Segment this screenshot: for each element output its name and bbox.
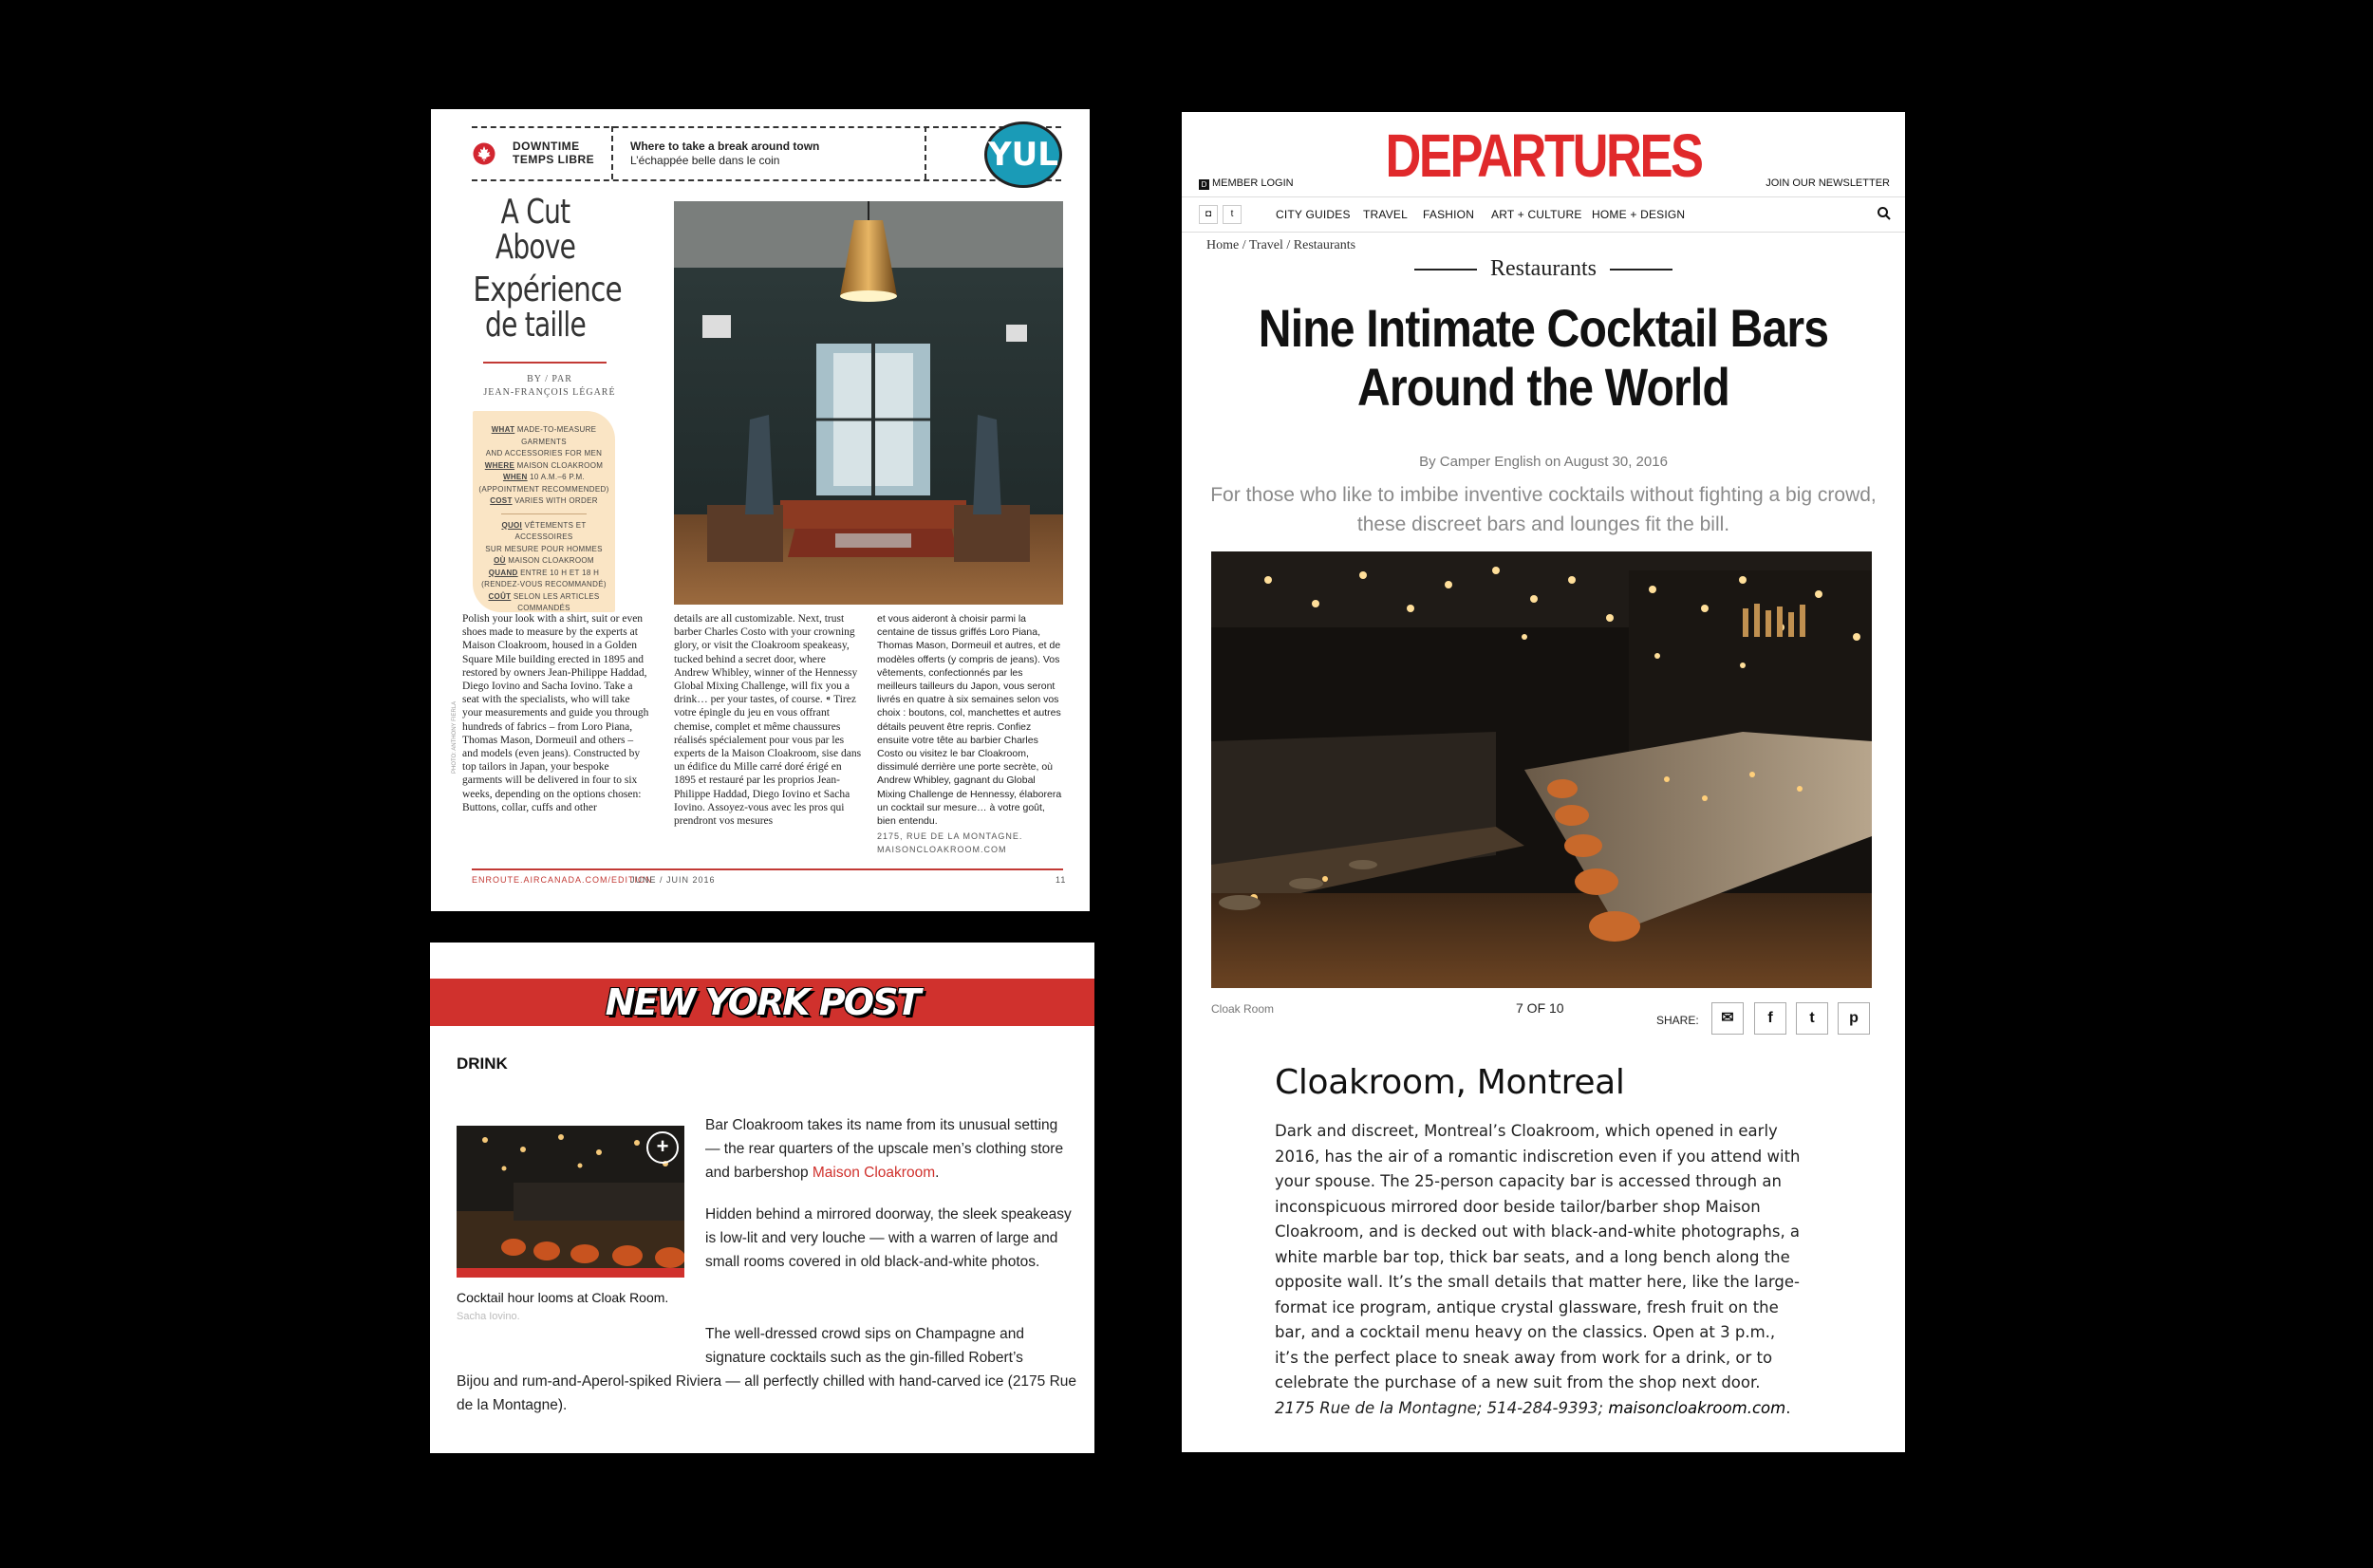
info-value: AND ACCESSORIES FOR MEN	[485, 449, 603, 457]
info-line	[473, 424, 615, 448]
photo-credit: Sacha Iovino.	[457, 1311, 520, 1322]
photo-caption: Cocktail hour looms at Cloak Room.	[457, 1290, 669, 1305]
slide-caption: Cloak Room	[1211, 1002, 1275, 1016]
venue-heading: Cloakroom, Montreal	[1275, 1063, 1625, 1102]
section-en: DOWNTIME	[513, 140, 580, 153]
info-value: (RENDEZ-VOUS RECOMMANDÉ)	[481, 580, 607, 588]
search-icon[interactable]	[1877, 206, 1892, 221]
info-value: MAISON CLOAKROOM	[514, 460, 604, 470]
info-line	[473, 555, 615, 568]
section-tagline	[630, 140, 819, 168]
footer-site: ENROUTE.AIRCANADA.COM/EDITION	[472, 875, 653, 885]
slide-counter: 7 OF 10	[1516, 1000, 1564, 1016]
info-key: OÙ	[494, 556, 506, 565]
paragraph-3-end: Bijou and rum-and-Aperol-spiked Riviera — all perfectly chilled with hand-carved ice (2175 Rue de la Montagne).	[457, 1373, 1077, 1413]
body-column-2: details are all customizable. Next, trust barber Charles Costo with your crowning glory, or visit the Cloakroom speakeasy, tucked behind a secret door, where Andrew Whibley, winner of the Hennessy Global Mixing Challenge, will fix you a drink… per your tastes, of course. ⁌ Tirez votre épingle du jeu en vous offrant chemise, complet et même chaussures réalisés spécialement pour vous par les experts de la Maison Cloakroom, sise dans un édifice du Mille carré doré érigé en 1895 et restauré par les proprios Jean-Philippe Haddad, Diego Iovino et Sacha Iovino. Assoyez-vous avec les pros qui prendront vos mesures	[674, 613, 862, 828]
member-icon: D	[1199, 179, 1209, 190]
byline: By Camper English on August 30, 2016	[1419, 454, 1668, 470]
info-line	[473, 520, 615, 544]
footer-date: JUNE / JUIN 2016	[630, 875, 716, 885]
yul-badge: YUL	[984, 121, 1062, 188]
info-line	[473, 544, 615, 556]
title-rule	[483, 362, 607, 364]
article-title	[459, 193, 622, 345]
info-box	[473, 411, 615, 612]
venue-address: 2175 Rue de la Montagne; 514-284-9393;	[1275, 1398, 1609, 1417]
member-login-label: MEMBER LOGIN	[1212, 177, 1294, 189]
category-rule-right	[1610, 269, 1672, 271]
info-value: SUR MESURE POUR HOMMES	[485, 544, 603, 553]
info-key: QUOI	[501, 520, 523, 530]
info-value: SELON LES ARTICLES COMMANDÉS	[511, 591, 600, 612]
section-label[interactable]: DRINK	[457, 1055, 508, 1073]
info-line	[473, 448, 615, 460]
category-rule-left	[1414, 269, 1477, 271]
photo-credit: PHOTO: ANTHONY FIERLA	[452, 700, 458, 774]
venue-body-text: Dark and discreet, Montreal’s Cloakroom, which opened in early 2016, has the air of a romantic indiscretion even if you attend with your spouse. The 25-person capacity bar is accessed through an inconspicuous mirrored door beside tailor/barber shop Maison Cloakroom, and is decked out with black-and-white photographs, a white marble bar top, thick bar seats, and a long bench along the opposite wall. It’s the small details that matter here, like the large-format ice program, antique crystal glassware, fresh fruit on the bar, and a cocktail menu heavy on the classics. Open at 3 p.m., it’s the perfect place to sneak away from work for a drink, or to celebrate the purchase of a new suit from the shop next door.	[1275, 1122, 1801, 1391]
info-value: VARIES WITH ORDER	[512, 496, 598, 505]
info-line	[473, 495, 615, 508]
info-key: COST	[490, 496, 513, 505]
title-fr-line: Expérience	[473, 271, 622, 309]
departures-web-page	[1182, 112, 1905, 1452]
twitter-share-icon[interactable]: t	[1796, 1002, 1828, 1035]
title-line-2: Around the World	[1357, 357, 1729, 417]
header-divider	[925, 126, 926, 179]
header-bottom-rule	[472, 179, 1061, 181]
member-login-link[interactable]	[1199, 177, 1294, 190]
tagline-fr: L’échappée belle dans le coin	[630, 154, 780, 167]
title-fr-line: de taille	[485, 306, 586, 345]
website: MAISONCLOAKROOM.COM	[877, 845, 1007, 855]
nav-city-guides[interactable]: CITY GUIDES	[1276, 208, 1351, 221]
main-nav	[1182, 196, 1905, 233]
column-3-text: et vous aideront à choisir parmi la centaine de tissus griffés Loro Piana, Thomas Mason, Dormeuil et autres, et de modèles offerts (y compris de jeans). Vos vêtements, confectionnés par les meilleurs tailleurs du Japon, vous seront livrés en quatre à six semaines selon vos choix : boutons, col, manchettes et autres détails peuvent être repris. Confiez ensuite votre tête au barbier Charles Costo ou visitez le bar Cloakroom, dissimulé derrière une porte secrète, où Andrew Whibley, gagnant du Global Mixing Challenge de Hennessy, élaborera un cocktail sur mesure… à votre goût, bien entendu.	[877, 613, 1062, 828]
article-title	[1232, 299, 1854, 417]
body-column-3	[877, 612, 1065, 857]
info-key: WHERE	[484, 460, 515, 470]
facebook-share-icon[interactable]: f	[1754, 1002, 1786, 1035]
title-en-line: A Cut	[500, 193, 570, 232]
body-column-1: Polish your look with a shirt, suit or even shoes made to measure by the experts at Maison Cloakroom, housed in a Golden Square Mile building erected in 1895 and restored by owners Jean-Philippe Haddad, Diego Iovino and Sacha Iovino. Take a seat with the specialists, who will take your measurements and guide you through hundreds of fabrics – from Loro Piana, Thomas Mason, Dormeuil and others – and models (even jeans). Constructed by top tailors in Japan, your bespoke garments will be delivered in four to six weeks, depending on the options chosen: Buttons, collar, cuffs and other	[462, 613, 649, 813]
info-value: 10 A.M.–6 P.M.	[527, 473, 586, 481]
nypost-logo[interactable]: NEW YORK POST	[605, 981, 920, 1023]
info-key: WHEN	[502, 473, 528, 481]
enroute-magazine-page	[431, 109, 1090, 911]
info-value: (APPOINTMENT RECOMMENDED)	[478, 484, 609, 494]
info-key: COÛT	[488, 591, 512, 601]
info-value: MADE-TO-MEASURE GARMENTS	[514, 425, 597, 446]
article-dek: For those who like to imbibe inventive cocktails without fighting a big crowd, these discreet bars and lounges fit the bill.	[1210, 484, 1877, 535]
paragraph-2: Hidden behind a mirrored doorway, the sleek speakeasy is low-lit and very louche — with a warren of large and small rooms covered in old black-and-white photos.	[705, 1206, 1072, 1270]
info-line	[473, 568, 615, 580]
paragraph-3-start: The well-dressed crowd sips on Champagne and signature cocktails such as the gin-filled Robert’s	[705, 1326, 1025, 1366]
nav-travel[interactable]: TRAVEL	[1363, 208, 1408, 221]
venue-body-end: .	[1785, 1398, 1791, 1417]
title-line-1: Nine Intimate Cocktail Bars	[1258, 298, 1829, 358]
info-line	[473, 472, 615, 484]
info-en	[473, 424, 615, 508]
section-fr: TEMPS LIBRE	[513, 153, 595, 166]
instagram-icon[interactable]: ◘	[1199, 205, 1218, 224]
info-fr	[473, 520, 615, 615]
paragraph-1-end: .	[935, 1165, 940, 1181]
newsletter-link[interactable]: JOIN OUR NEWSLETTER	[1766, 177, 1890, 189]
tagline-en: Where to take a break around town	[630, 140, 820, 153]
category-heading	[1182, 256, 1905, 282]
info-value: VÊTEMENTS ET ACCESSOIRES	[514, 520, 587, 541]
byline-label: BY / PAR	[527, 374, 572, 384]
title-en-line: Above	[495, 228, 576, 267]
expand-photo-icon[interactable]: +	[646, 1131, 679, 1164]
venue-body	[1275, 1119, 1802, 1421]
nav-art-culture[interactable]: ART + CULTURE	[1491, 208, 1582, 221]
info-separator	[501, 513, 587, 514]
info-line	[473, 579, 615, 591]
cloakroom-interior-photo	[674, 201, 1063, 605]
info-value: MAISON CLOAKROOM	[505, 556, 594, 565]
nav-home-design[interactable]: HOME + DESIGN	[1592, 208, 1686, 221]
info-line	[473, 460, 615, 473]
category-label[interactable]: Restaurants	[1490, 256, 1597, 281]
twitter-icon[interactable]: t	[1223, 205, 1242, 224]
breadcrumb[interactable]: Home / Travel / Restaurants	[1206, 238, 1356, 252]
footer-rule	[472, 868, 1063, 870]
share-label: SHARE:	[1656, 1014, 1699, 1027]
new-york-post-article	[430, 943, 1094, 1453]
pinterest-share-icon[interactable]: p	[1838, 1002, 1870, 1035]
paragraph-1	[705, 1113, 1066, 1185]
departures-logo[interactable]: DEPARTURES	[1385, 121, 1702, 190]
paragraph-1-text: Bar Cloakroom takes its name from its unusual setting — the rear quarters of the upscale men’s clothing store and barbershop	[705, 1117, 1064, 1181]
article-photo[interactable]	[457, 1126, 684, 1278]
info-value: ENTRE 10 H ET 18 H	[517, 568, 600, 577]
byline	[459, 373, 640, 400]
section-label	[513, 140, 594, 166]
header-top-rule	[472, 126, 1061, 128]
author: JEAN-FRANÇOIS LÉGARÉ	[483, 387, 616, 398]
info-key: QUAND	[488, 568, 518, 577]
info-line	[473, 591, 615, 615]
page-number: 11	[1056, 875, 1067, 885]
cloak-room-slide-photo[interactable]	[1211, 551, 1872, 988]
info-line	[473, 484, 615, 496]
nav-fashion[interactable]: FASHION	[1423, 208, 1475, 221]
air-canada-maple-leaf-icon	[471, 142, 497, 165]
maison-cloakroom-link[interactable]: Maison Cloakroom	[812, 1165, 936, 1181]
info-key: WHAT	[491, 425, 515, 434]
address: 2175, RUE DE LA MONTAGNE.	[877, 831, 1023, 842]
venue-website-link[interactable]: maisoncloakroom.com	[1608, 1398, 1786, 1417]
header-divider	[611, 126, 613, 179]
email-share-icon[interactable]: ✉	[1711, 1002, 1744, 1035]
